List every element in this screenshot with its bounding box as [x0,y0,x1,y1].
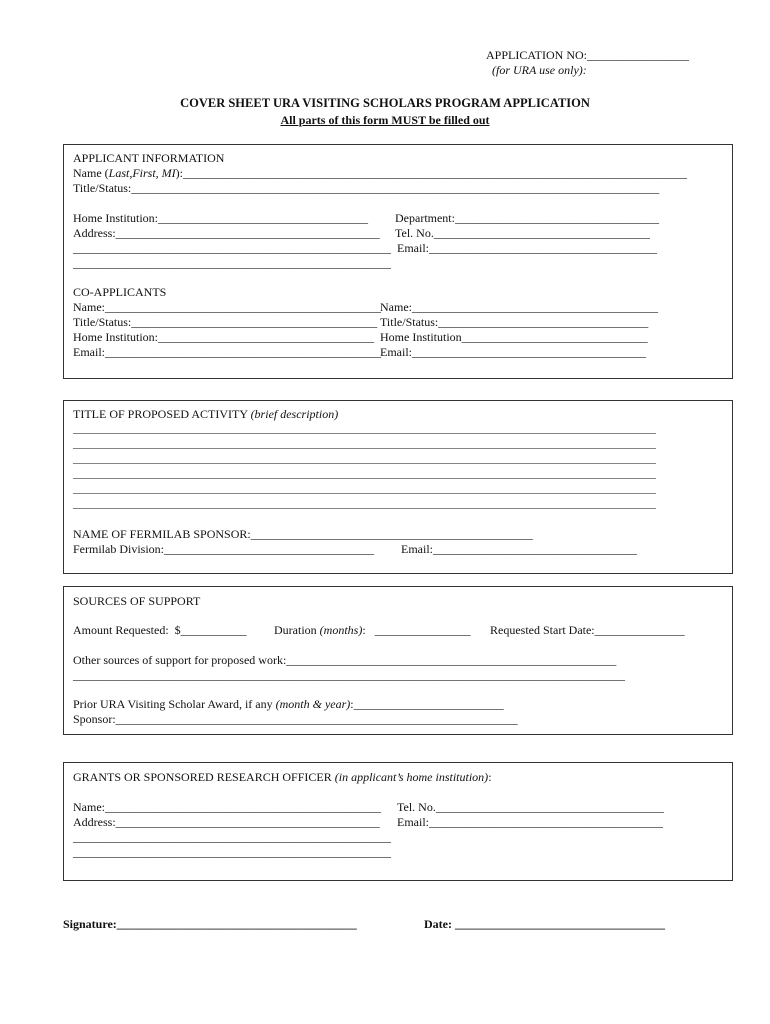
applicant-tel-field[interactable]: Tel. No.____________________________________ [395,226,650,240]
signature-field[interactable]: Signature:________________________________________ [63,917,357,931]
grants-officer-section [63,762,733,881]
prior-award-sponsor-field[interactable]: Sponsor:___________________________________________________________________ [73,712,518,726]
other-sources-line-2[interactable]: ____________________________________________________________________________________________ [73,668,625,682]
fermilab-sponsor-field[interactable]: NAME OF FERMILAB SPONSOR:_______________________________________________ [73,527,533,541]
application-number-field[interactable]: APPLICATION NO:_________________ [486,48,690,62]
coapplicant2-home-institution-field[interactable]: Home Institution_______________________________ [380,330,648,344]
coapplicant1-home-institution-field[interactable]: Home Institution:____________________________________ [73,330,374,344]
activity-line[interactable]: __________________________________________________________________________________________________________ [73,438,656,450]
applicant-home-institution-field[interactable]: Home Institution:___________________________________ [73,211,368,225]
applicant-address-line-2[interactable]: _____________________________________________________ [73,241,391,255]
grants-officer-email-field[interactable]: Email:_______________________________________ [397,815,663,829]
coapplicants-heading: CO-APPLICANTS [73,285,167,299]
coapplicant2-email-field[interactable]: Email:_______________________________________ [380,345,646,359]
support-heading: SOURCES OF SUPPORT [73,594,201,608]
prior-award-field[interactable]: Prior URA Visiting Scholar Award, if any (month & year):_________________________ [73,697,504,711]
requested-start-date-field[interactable]: Requested Start Date:_______________ [490,623,685,637]
activity-line[interactable]: __________________________________________________________________________________________________________ [73,498,656,510]
amount-requested-field[interactable]: Amount Requested: $___________ [73,623,247,637]
ura-use-note: (for URA use only): [492,63,587,77]
proposed-activity-section [63,400,733,574]
applicant-name-field[interactable]: Name (Last,First, MI):____________________________________________________________________________________ [73,166,688,180]
grants-officer-address-line-2[interactable]: _____________________________________________________ [73,830,391,844]
activity-line[interactable]: __________________________________________________________________________________________________________ [73,468,656,480]
grants-officer-address-field[interactable]: Address:____________________________________________ [73,815,380,829]
coapplicant2-name-field[interactable]: Name:_________________________________________ [380,300,658,314]
other-sources-field[interactable]: Other sources of support for proposed work:_______________________________________________________ [73,653,617,667]
activity-line[interactable]: __________________________________________________________________________________________________________ [73,483,656,495]
grants-heading: GRANTS OR SPONSORED RESEARCH OFFICER (in applicant’s home institution): [73,770,492,784]
activity-line[interactable]: __________________________________________________________________________________________________________ [73,453,656,465]
applicant-address-field[interactable]: Address:____________________________________________ [73,226,380,240]
coapplicant1-title-status-field[interactable]: Title/Status:_________________________________________ [73,315,378,329]
applicant-heading: APPLICANT INFORMATION [73,151,225,165]
form-title: COVER SHEET URA VISITING SCHOLARS PROGRAM APPLICATION [180,96,590,110]
coapplicant1-email-field[interactable]: Email:______________________________________________ [73,345,381,359]
sources-of-support-section [63,586,733,735]
applicant-department-field[interactable]: Department:__________________________________ [395,211,659,225]
fermilab-division-field[interactable]: Fermilab Division:___________________________________ [73,542,374,556]
grants-officer-tel-field[interactable]: Tel. No.______________________________________ [397,800,664,814]
date-field[interactable]: Date: ___________________________________ [424,917,665,931]
coapplicant1-name-field[interactable]: Name:______________________________________________ [73,300,381,314]
applicant-address-line-3[interactable]: _____________________________________________________ [73,256,391,270]
activity-line[interactable]: __________________________________________________________________________________________________________ [73,423,656,435]
coapplicant2-title-status-field[interactable]: Title/Status:___________________________________ [380,315,649,329]
duration-field[interactable]: Duration (months): ________________ [274,623,471,637]
grants-officer-name-field[interactable]: Name:______________________________________________ [73,800,381,814]
sponsor-email-field[interactable]: Email:__________________________________ [401,542,637,556]
form-subtitle: All parts of this form MUST be filled out [280,113,490,127]
applicant-title-status-field[interactable]: Title/Status:________________________________________________________________________________________ [73,181,660,195]
activity-heading: TITLE OF PROPOSED ACTIVITY (brief description) [73,407,339,421]
grants-officer-address-line-3[interactable]: _____________________________________________________ [73,845,391,859]
applicant-information-section [63,144,733,379]
applicant-email-field[interactable]: Email:______________________________________ [397,241,657,255]
